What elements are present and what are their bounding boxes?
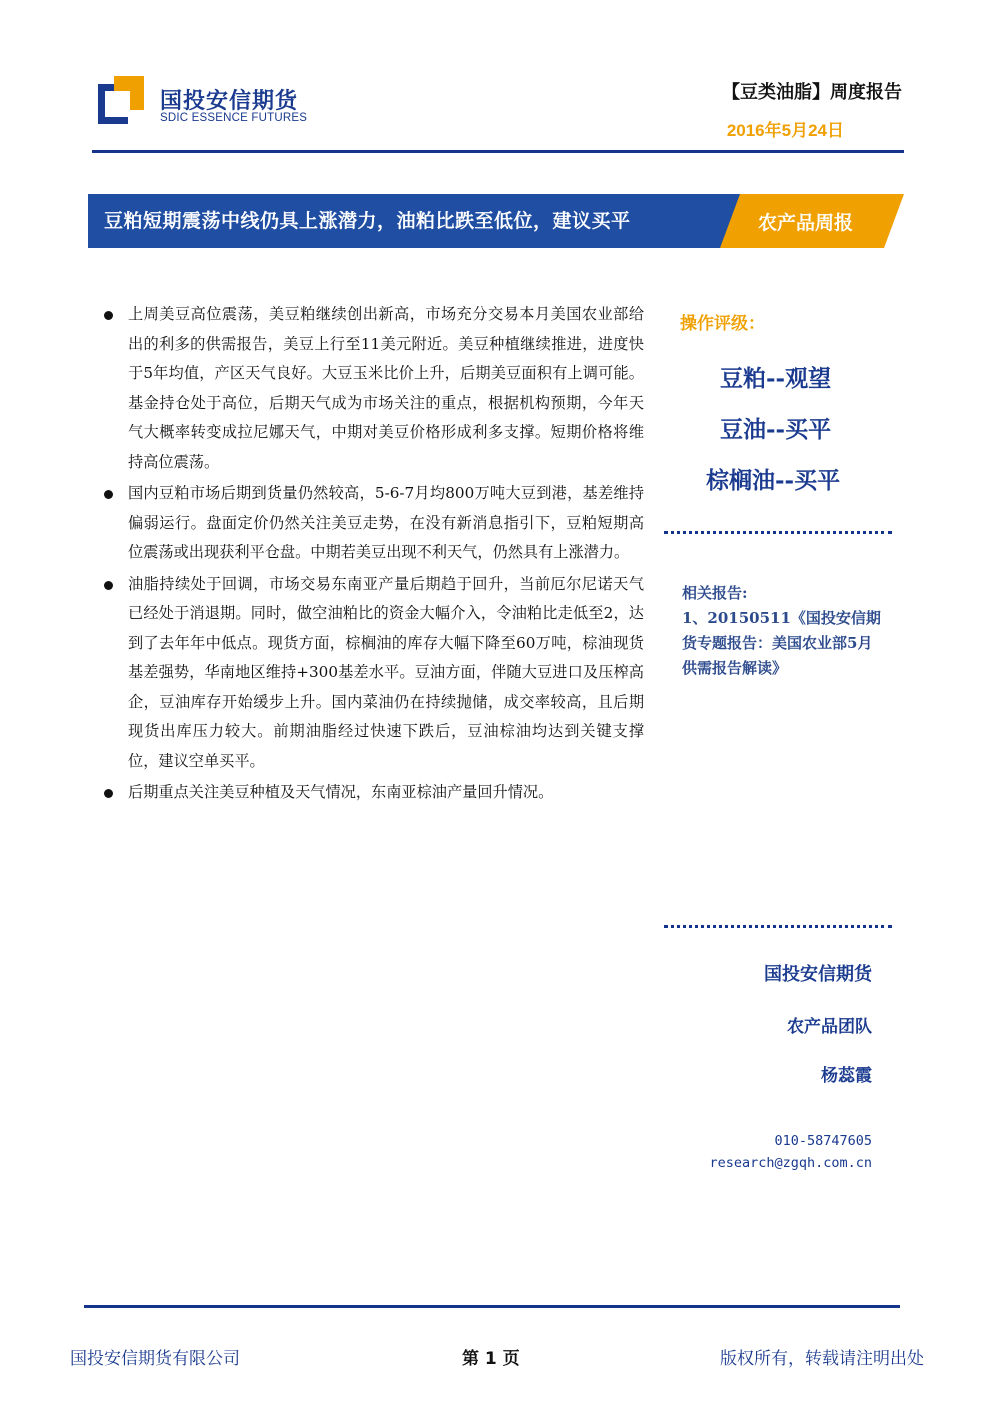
bullet-dot-icon: [104, 789, 113, 798]
rating-palmoil: 棕榈油--买平: [706, 467, 841, 494]
report-type: 【豆类油脂】周度报告: [722, 82, 902, 103]
contact-phone: 010-58747605: [774, 1133, 872, 1149]
logo-chinese-name: 国投安信期货: [160, 89, 299, 114]
header-divider: [92, 150, 904, 153]
bullet-text: 上周美豆高位震荡，美豆粕继续创出新高，市场充分交易本月美国农业部给出的利多的供需报告，美豆上行至11美元附近。美豆种植继续推进，进度快于5年均值，产区天气良好。大豆玉米比价上升，后期美豆面积有上调可能。基金持仓处于高位，后期天气成为市场关注的重点，根据机构预期，今年天气大概率转变成拉尼娜天气，中期对美豆价格形成利多支撑。短期价格将维持高位震荡。: [128, 305, 644, 471]
bullet-dot-icon: [104, 311, 113, 320]
bullet-item: [104, 300, 644, 477]
report-date: 2016年5月24日: [726, 121, 844, 140]
bullet-item: [104, 570, 644, 777]
contact-email[interactable]: research@zgqh.com.cn: [709, 1155, 872, 1171]
page-number: 第 1 页: [462, 1349, 520, 1369]
footer-copyright: 版权所有，转载请注明出处: [720, 1349, 924, 1369]
bullet-dot-icon: [104, 490, 113, 499]
sidebar-team: 农产品团队: [787, 1017, 872, 1037]
footer-company: 国投安信期货有限公司: [70, 1349, 240, 1369]
logo-english-name: SDIC ESSENCE FUTURES: [160, 112, 308, 124]
bullet-text: 国内豆粕市场后期到货量仍然较高，5-6-7月均800万吨大豆到港，基差维持偏弱运行。盘面定价仍然关注美豆走势，在没有新消息指引下，豆粕短期高位震荡或出现获利平仓盘。中期若美豆出现不利天气，仍然具有上涨潜力。: [128, 484, 644, 561]
company-logo-icon: [98, 76, 144, 124]
related-report-item: 1、20150511《国投安信期货专题报告：美国农业部5月供需报告解读》: [682, 609, 881, 677]
sidebar-company: 国投安信期货: [764, 964, 872, 985]
related-reports-title: 相关报告:: [682, 584, 748, 602]
banner-title: 豆粕短期震荡中线仍具上涨潜力，油粕比跌至低位，建议买平: [104, 210, 631, 232]
rating-soymeal: 豆粕--观望: [720, 365, 832, 392]
bullet-item: [104, 778, 644, 808]
sidebar-divider: [664, 531, 892, 534]
bullet-dot-icon: [104, 581, 113, 590]
sidebar-analyst: 杨蕊霞: [821, 1066, 872, 1086]
bullet-text: 油脂持续处于回调，市场交易东南亚产量后期趋于回升，当前厄尔尼诺天气已经处于消退期。同时，做空油粕比的资金大幅介入，令油粕比走低至2，达到了去年年中低点。现货方面，棕榈油的库存大幅下降至60万吨，棕油现货基差强势，华南地区维持+300基差水平。豆油方面，伴随大豆进口及压榨高企，豆油库存开始缓步上升。国内菜油仍在持续抛储，成交率较高，且后期现货出库压力较大。前期油脂经过快速下跌后，豆油棕油均达到关键支撑位，建议空单买平。: [128, 574, 644, 770]
footer-divider: [84, 1305, 900, 1308]
rating-soyoil: 豆油--买平: [720, 416, 832, 443]
sidebar-divider: [664, 925, 892, 928]
banner-tag: 农产品周报: [758, 212, 854, 234]
summary-bullets: [104, 300, 644, 810]
rating-label: 操作评级：: [680, 314, 765, 334]
bullet-text: 后期重点关注美豆种植及天气情况，东南亚棕油产量回升情况。: [128, 783, 554, 801]
bullet-item: [104, 479, 644, 568]
